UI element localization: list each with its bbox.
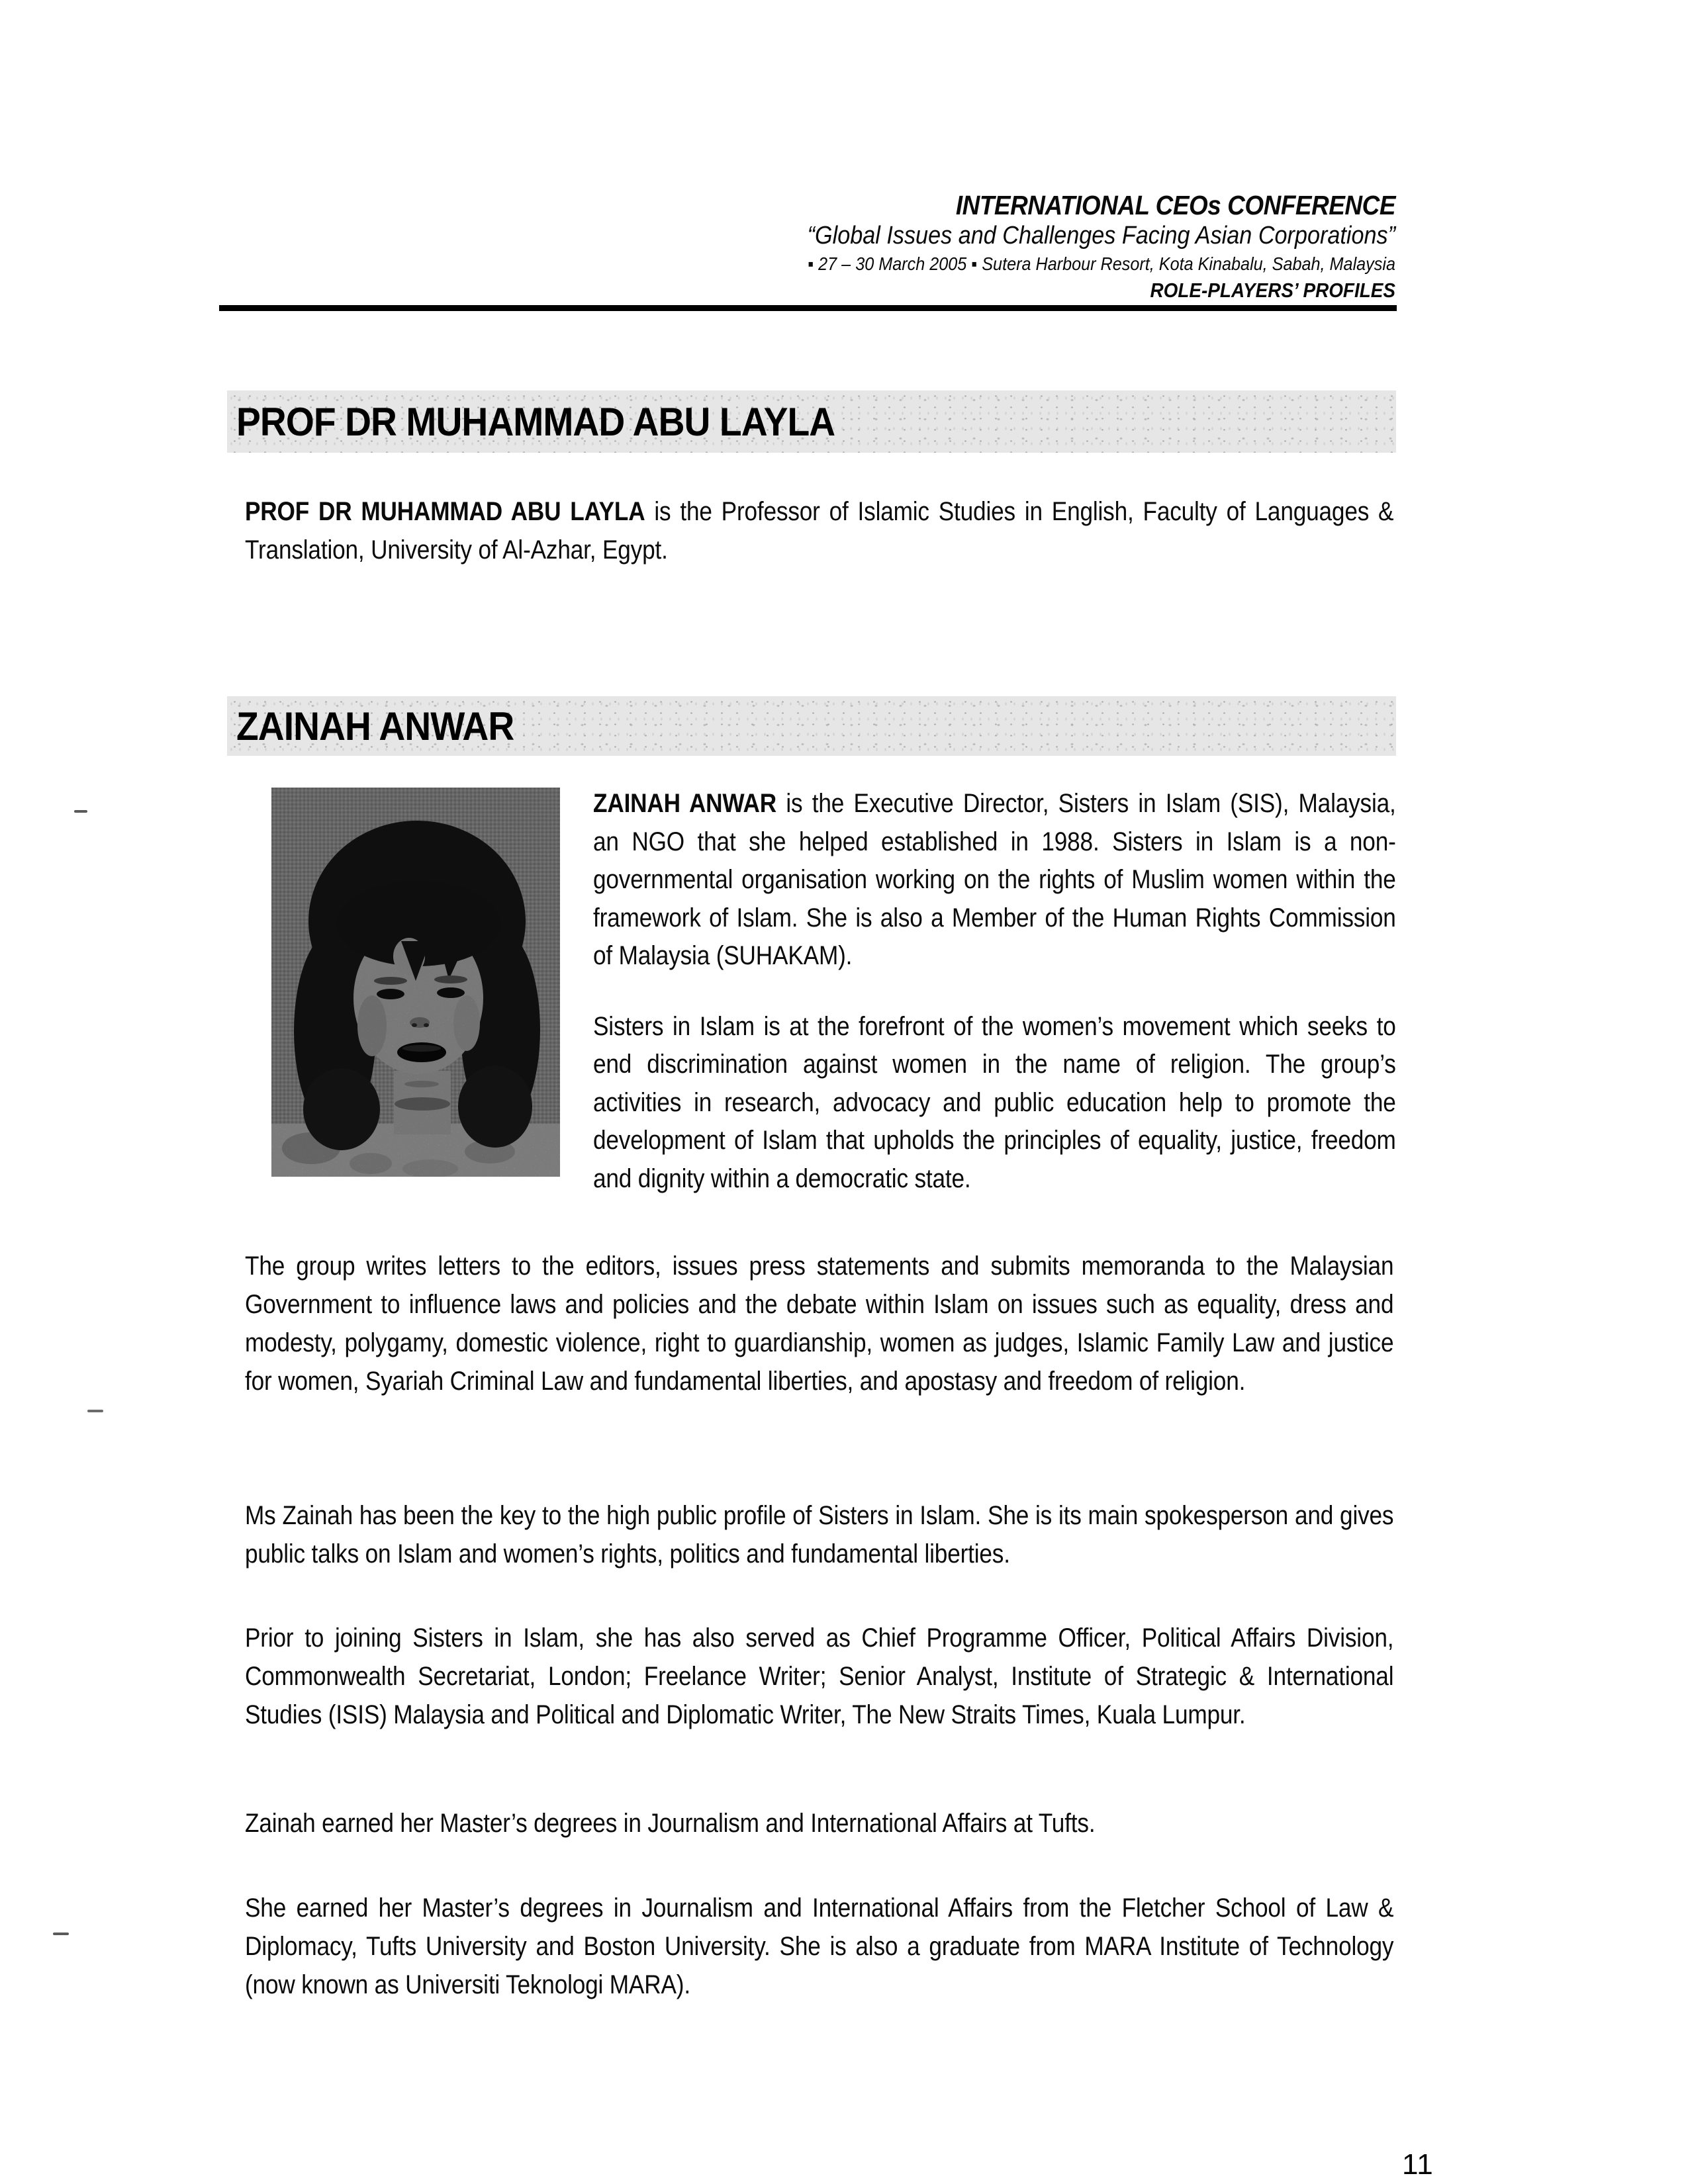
zainah-bio-paragraph-4: Ms Zainah has been the key to the high public profile of Sisters in Islam. She is its main spokesperson and gives public talks on Islam and women’s rights, politics and fundamental liberties. xyxy=(245,1501,1394,1569)
scan-artifact-dash xyxy=(53,1933,69,1935)
zainah-bio-paragraph-6: Zainah earned her Master’s degrees in Journalism and International Affairs at Tufts. xyxy=(245,1809,1096,1838)
zainah-bio-paragraph-3: The group writes letters to the editors, issues press statements and submits memoranda to the Malaysian Government to influence laws and policies and the debate within Islam on issues such as equality, dress and modesty, polygamy, domestic violence, right to guardianship, women as judges, Islamic Family Law and justice for women, Syariah Criminal Law and fundamental liberties, and apostasy and freedom of religion. xyxy=(245,1251,1394,1396)
header-divider-rule xyxy=(219,305,1397,311)
zainah-bio-column xyxy=(593,785,1396,1198)
zainah-bio-1-rest: is the Executive Director, Sisters in Islam (SIS), Malaysia, an NGO that she helped established in 1988. Sisters in Islam is a non-governmental organisation working on the rights of Muslim women within the framework of Islam. She is also a Member of the Human Rights Commission of Malaysia (SUHAKAM). xyxy=(593,789,1396,970)
zainah-bio-paragraph-1 xyxy=(593,785,1396,976)
conference-theme: “Global Issues and Challenges Facing Asian Corporations” xyxy=(807,222,1395,250)
abu-layla-bio-paragraph xyxy=(245,492,1393,569)
zainah-bio-paragraph-7: She earned her Master’s degrees in Journalism and International Affairs from the Fletcher School of Law & Diplomacy, Tufts University and Boston University. She is also a graduate from MARA Institute of Technology (now known as Universiti Teknologi MARA). xyxy=(245,1893,1394,1999)
scan-artifact-dash xyxy=(74,810,87,813)
zainah-bio-lead: ZAINAH ANWAR xyxy=(593,789,777,818)
conference-header xyxy=(347,189,1395,304)
heading-zainah-anwar-text: ZAINAH ANWAR xyxy=(236,704,514,749)
zainah-anwar-portrait-photo xyxy=(271,788,560,1177)
page-number: 11 xyxy=(1402,2148,1434,2181)
conference-date-venue: ▪ 27 – 30 March 2005 ▪ Sutera Harbour Resort, Kota Kinabalu, Sabah, Malaysia xyxy=(808,253,1395,274)
abu-layla-bio-rest: is the Professor of Islamic Studies in English, Faculty of Languages & Translation, University of Al-Azhar, Egypt. xyxy=(245,497,1394,565)
conference-title: INTERNATIONAL CEOs CONFERENCE xyxy=(955,190,1395,220)
zainah-bio-paragraph-2: Sisters in Islam is at the forefront of the women’s movement which seeks to end discrimination against women in the name of religion. The group’s activities in research, advocacy and public education help to promote the development of Islam that upholds the principles of equality, justice, freedom and dignity within a democratic state. xyxy=(593,1011,1396,1193)
scan-artifact-dash xyxy=(87,1410,103,1412)
heading-zainah-anwar xyxy=(227,696,1396,756)
zainah-bio-paragraph-5: Prior to joining Sisters in Islam, she has also served as Chief Programme Officer, Political Affairs Division, Commonwealth Secretariat, London; Freelance Writer; Senior Analyst, Institute of Strategic & International Studies (ISIS) Malaysia and Political and Diplomatic Writer, The New Straits Times, Kuala Lumpur. xyxy=(245,1623,1394,1729)
heading-abu-layla-text: PROF DR MUHAMMAD ABU LAYLA xyxy=(236,399,835,444)
heading-abu-layla xyxy=(227,390,1396,453)
conference-section-title: ROLE-PLAYERS’ PROFILES xyxy=(1150,279,1395,302)
abu-layla-bio-lead: PROF DR MUHAMMAD ABU LAYLA xyxy=(245,497,645,526)
photo-grain-overlay xyxy=(271,788,560,1177)
